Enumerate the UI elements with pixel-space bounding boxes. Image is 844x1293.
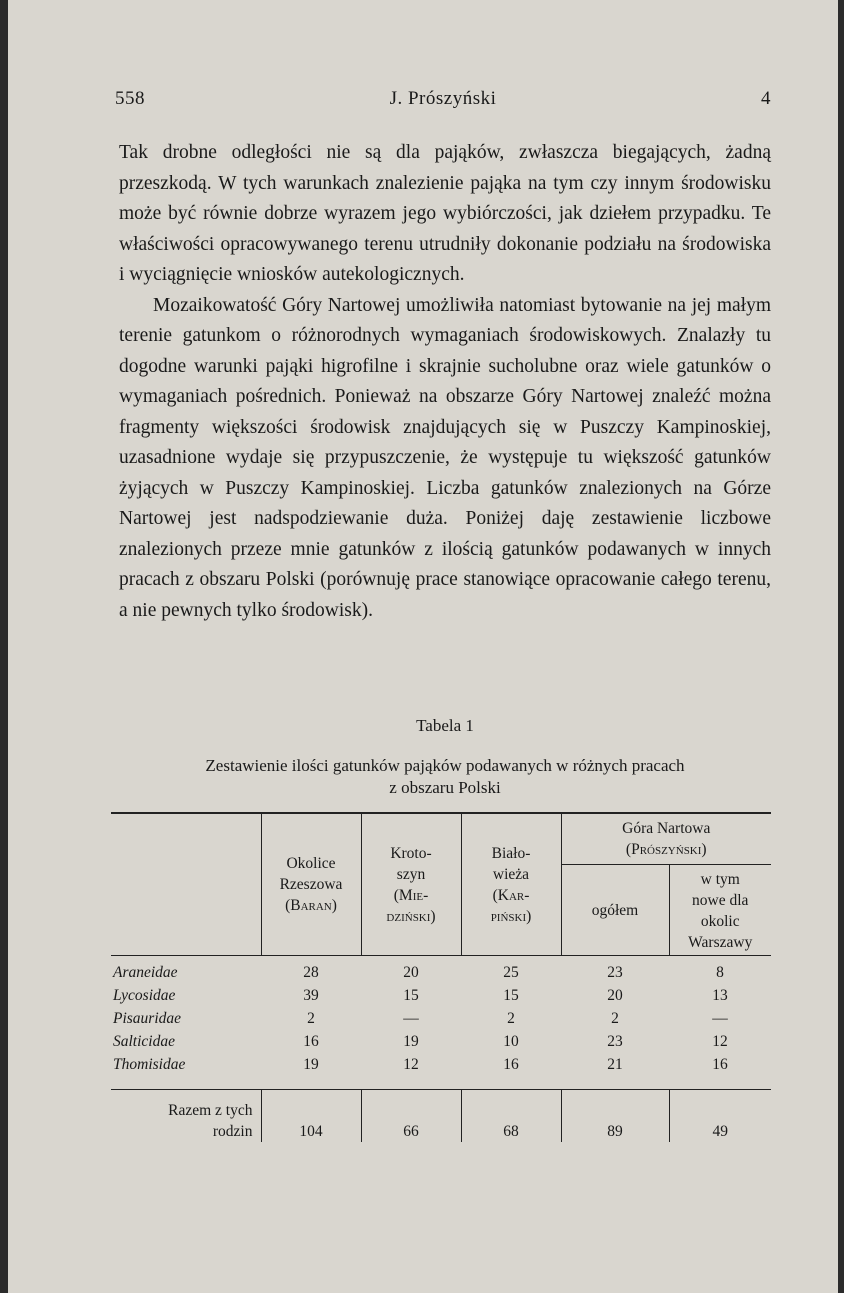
value-cell: 19: [303, 1056, 319, 1073]
value-cell: 16: [503, 1056, 519, 1073]
table-row: [111, 1030, 771, 1053]
total-cell: 49: [669, 1090, 771, 1143]
value-cell: 23: [607, 1033, 623, 1050]
total-label: Razem z tych rodzin: [111, 1090, 261, 1143]
value-cell: 2: [507, 1010, 515, 1027]
total-cell: 89: [561, 1090, 669, 1143]
value-cell: 23: [607, 964, 623, 981]
value-cell: 10: [503, 1033, 519, 1050]
volume-number: 4: [761, 88, 771, 109]
value-cell: 12: [712, 1033, 728, 1050]
value-cell: 20: [403, 964, 419, 981]
header-bialowieza: Biało- wieża (Kar- piński): [461, 813, 561, 956]
value-cell: 16: [712, 1056, 728, 1073]
value-cell: 2: [611, 1010, 619, 1027]
table-row: [111, 984, 771, 1007]
family-name: Salticidae: [113, 1033, 175, 1050]
value-cell: 16: [303, 1033, 319, 1050]
value-cell: 12: [403, 1056, 419, 1073]
value-cell: 15: [403, 987, 419, 1004]
value-cell: 19: [403, 1033, 419, 1050]
family-name: Lycosidae: [113, 987, 176, 1004]
value-cell: 15: [503, 987, 519, 1004]
table-caption-line: z obszaru Polski: [389, 778, 501, 797]
table-row: [111, 1007, 771, 1030]
table-caption-line: Zestawienie ilości gatunków pająków podawanych w różnych pracach: [205, 756, 685, 775]
table-row: [111, 956, 771, 985]
table-row: [111, 1053, 771, 1090]
value-cell: 39: [303, 987, 319, 1004]
value-cell: 25: [503, 964, 519, 981]
header-ogolem: ogółem: [561, 865, 669, 956]
value-cell: —: [712, 1010, 728, 1027]
paragraph: Tak drobne odległości nie są dla pająków, zwłaszcza biegających, żadną przeszkodą. W tych warunkach znalezienie pająka na tym czy innym środowisku może być równie dobrze wyrazem jego wybiórczości, jak dziełem przypadku. Te właściwości opracowywanego terenu utrudniły dokonanie podziału na środowiska i wyciągnięcie wniosków autekologicznych.: [119, 142, 771, 285]
paragraph: Mozaikowatość Góry Nartowej umożliwiła natomiast bytowanie na jej małym terenie gatunkom o różnorodnych wymaganiach środowiskowych. Znalazły tu dogodne warunki pająki higrofilne i skrajnie sucholubne oraz wiele gatunków o wymaganiach pośrednich. Ponieważ na obszarze Góry Nartowej znaleźć można fragmenty większości środowisk znajdujących się w Puszczy Kampinoskiej, uzasadnione wydaje się przypuszczenie, że występuje tu większość gatunków żyjących w Puszczy Kampinoskiej. Liczba gatunków znalezionych na Górze Nartowej jest nadspodziewanie duża. Poniżej daję zestawienie liczbowe znalezionych przeze mnie gatunków z ilością gatunków podawanych w innych pracach z obszaru Polski (porównuję prace stanowiące opracowanie całego terenu, a nie pewnych tylko środowisk).: [119, 294, 771, 621]
body-text: [119, 138, 771, 626]
total-cell: 68: [461, 1090, 561, 1143]
author-name: J. Prószyński: [389, 88, 497, 109]
table-caption: [119, 755, 771, 799]
page: [8, 0, 838, 1293]
value-cell: 21: [607, 1056, 623, 1073]
header-blank: [111, 813, 261, 956]
header-nowe: w tym nowe dla okolic Warszawy: [669, 865, 771, 956]
value-cell: 28: [303, 964, 319, 981]
family-name: Pisauridae: [113, 1010, 182, 1027]
value-cell: 2: [307, 1010, 315, 1027]
header-krotoszyn: Kroto- szyn (Mie- dziński): [361, 813, 461, 956]
family-name: Araneidae: [113, 964, 178, 981]
header-gora-nartowa: Góra Nartowa (Prószyński): [561, 813, 771, 865]
total-cell: 104: [261, 1090, 361, 1143]
value-cell: 13: [712, 987, 728, 1004]
value-cell: 8: [716, 964, 724, 981]
family-name: Thomisidae: [113, 1056, 186, 1073]
total-row: [111, 1090, 771, 1143]
species-count-table: [111, 812, 771, 1142]
header-rzeszow: Okolice Rzeszowa (Baran): [261, 813, 361, 956]
page-number: 558: [115, 88, 145, 109]
value-cell: 20: [607, 987, 623, 1004]
total-cell: 66: [361, 1090, 461, 1143]
table-label: Tabela 1: [416, 716, 474, 735]
value-cell: —: [403, 1010, 419, 1027]
